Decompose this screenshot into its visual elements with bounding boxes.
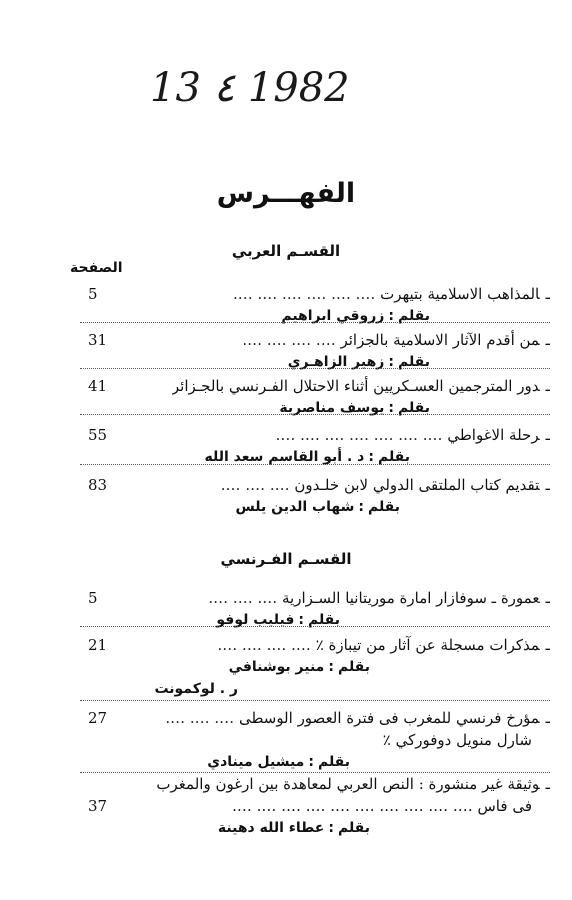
leader-dots: …. …. …. …. …. ….	[232, 285, 376, 303]
toc-entry: ـعمورة ـ سوفازار امارة موريتانيا السـزارية …. …. …. 5 بقلم:فيليب لوفو	[80, 587, 550, 631]
toc-entry: ـمذكرات مسجلة عن آثار من تيبازة ٪ …. …. …. …. 21 بقلم:منير بوشنافي ر . لوكمونت	[80, 634, 550, 700]
entry-author: بقلم:شهاب الدين يلس	[235, 499, 400, 515]
entry-title: دور المترجمين العسـكريين أثناء الاحتلال الفـرنسي بالجـزائر	[171, 377, 540, 395]
page-column-header: الصفحة	[70, 260, 123, 276]
entry-title: مؤرخ فرنسي للمغرب فى فترة العصور الوسطى	[238, 709, 540, 727]
entry-author: بقلم:فيليب لوفو	[216, 612, 340, 628]
entry-title: رحلة الاغواطي	[447, 426, 540, 444]
entry-title-continuation: شارل منويل دوفوركي ٪	[382, 731, 532, 749]
leader-dots: …. …. ….	[220, 476, 290, 494]
entry-page-number: 83	[88, 476, 108, 494]
author-prefix: بقلم	[397, 400, 430, 416]
entry-page-number: 31	[88, 331, 108, 349]
author-prefix: بقلم	[317, 754, 350, 770]
toc-entry: ـدور المترجمين العسـكريين أثناء الاحتلال الفـرنسي بالجـزائر 41 بقلم:يوسف مناصرية	[80, 375, 550, 419]
entry-page-number: 41	[88, 377, 108, 395]
entry-author: بقلم:د . أبو القاسم سعد الله	[204, 449, 410, 465]
entry-author: بقلم:عطاء الله دهينة	[217, 820, 370, 836]
leader-dots: …. …. …. ….	[217, 636, 311, 654]
author-name: يوسف مناصرية	[279, 400, 385, 416]
leader-dots: …. …. …. …. …. …. …. …. …. ….	[232, 797, 473, 815]
entry-page-number: 5	[88, 285, 98, 303]
leader-dots: …. …. …. …. …. …. ….	[275, 426, 443, 444]
entry-divider	[80, 464, 550, 465]
author-name: زروقي ابراهيم	[281, 308, 385, 324]
entry-title-continuation: فى فاس	[477, 797, 532, 815]
section-heading-arabic: القسـم العربي	[231, 242, 341, 260]
author-name: ميشيل مينادي	[207, 754, 305, 770]
entry-title: وثيقة غير منشورة : النص العربي لمعاهدة بين ارغون والمغرب	[156, 775, 540, 793]
entry-divider	[80, 322, 550, 323]
entry-author: بقلم:يوسف مناصرية	[279, 400, 430, 416]
author-name: شهاب الدين يلس	[235, 499, 355, 515]
author-name: زهير الزاهـري	[287, 354, 385, 370]
toc-entry: ـمن أقدم الآثار الاسلامية بالجزائر …. …. …. …. 31 بقلم:زهير الزاهـري	[80, 329, 550, 373]
entry-divider	[80, 626, 550, 627]
author-name: عطاء الله دهينة	[217, 820, 325, 836]
entry-page-number: 55	[88, 426, 108, 444]
entry-author: بقلم:زروقي ابراهيم	[281, 308, 430, 324]
author-name: فيليب لوفو	[216, 612, 295, 628]
section-heading-french: القسـم الفـرنسي	[220, 550, 352, 568]
author-prefix: بقلم	[307, 612, 340, 628]
author-prefix: بقلم	[397, 308, 430, 324]
entry-page-number: 5	[88, 589, 98, 607]
entry-title: المذاهب الاسلامية بتيهرت	[380, 285, 540, 303]
author-name: د . أبو القاسم سعد الله	[204, 449, 365, 465]
entry-author: بقلم:منير بوشنافي	[228, 659, 370, 675]
author-prefix: بقلم	[377, 449, 410, 465]
entry-title: تقديم كتاب الملتقى الدولي لابن خلـدون	[294, 476, 540, 494]
author-prefix: بقلم	[367, 499, 400, 515]
entry-page-number: 21	[88, 636, 108, 654]
handwritten-note-text: 13 ٤ 1982	[150, 65, 350, 111]
leader-dots: …. …. …. ….	[242, 331, 336, 349]
entry-page-number: 37	[88, 797, 108, 815]
entry-divider	[80, 368, 550, 369]
toc-entry: ـرحلة الاغواطي …. …. …. …. …. …. …. 55 بقلم:د . أبو القاسم سعد الله	[80, 424, 550, 468]
toc-entry: ـالمذاهب الاسلامية بتيهرت …. …. …. …. …. …. 5 بقلم:زروقي ابراهيم	[80, 283, 550, 327]
entry-title: من أقدم الآثار الاسلامية بالجزائر	[340, 331, 540, 349]
author-prefix: بقلم	[337, 820, 370, 836]
author-prefix: بقلم	[337, 659, 370, 675]
handwritten-date-note	[130, 46, 430, 126]
entry-author-secondary: ر . لوكمونت	[154, 681, 238, 697]
toc-entry: ـوثيقة غير منشورة : النص العربي لمعاهدة بين ارغون والمغرب فى فاس …. …. …. …. …. …. …. …. …. …. 37 بقلم:عطاء الله دهينة	[80, 773, 550, 839]
leader-dots: …. …. ….	[208, 589, 278, 607]
entry-author: بقلم:ميشيل مينادي	[207, 754, 350, 770]
entry-author: بقلم:زهير الزاهـري	[287, 354, 430, 370]
entry-title: عمورة ـ سوفازار امارة موريتانيا السـزارية	[282, 589, 540, 607]
page-title: الفهـــرس	[216, 178, 356, 209]
toc-entry: ـمؤرخ فرنسي للمغرب فى فترة العصور الوسطى …. …. …. 27 شارل منويل دوفوركي ٪ بقلم:ميشيل مينادي	[80, 707, 550, 773]
toc-entry: ـتقديم كتاب الملتقى الدولي لابن خلـدون …. …. …. 83 بقلم:شهاب الدين يلس	[80, 474, 550, 518]
entry-divider	[80, 414, 550, 415]
entry-divider	[80, 700, 550, 701]
author-prefix: بقلم	[397, 354, 430, 370]
leader-dots: …. …. ….	[165, 709, 235, 727]
entry-page-number: 27	[88, 709, 108, 727]
author-name: منير بوشنافي	[228, 659, 325, 675]
entry-title: مذكرات مسجلة عن آثار من تيبازة ٪	[315, 636, 540, 654]
